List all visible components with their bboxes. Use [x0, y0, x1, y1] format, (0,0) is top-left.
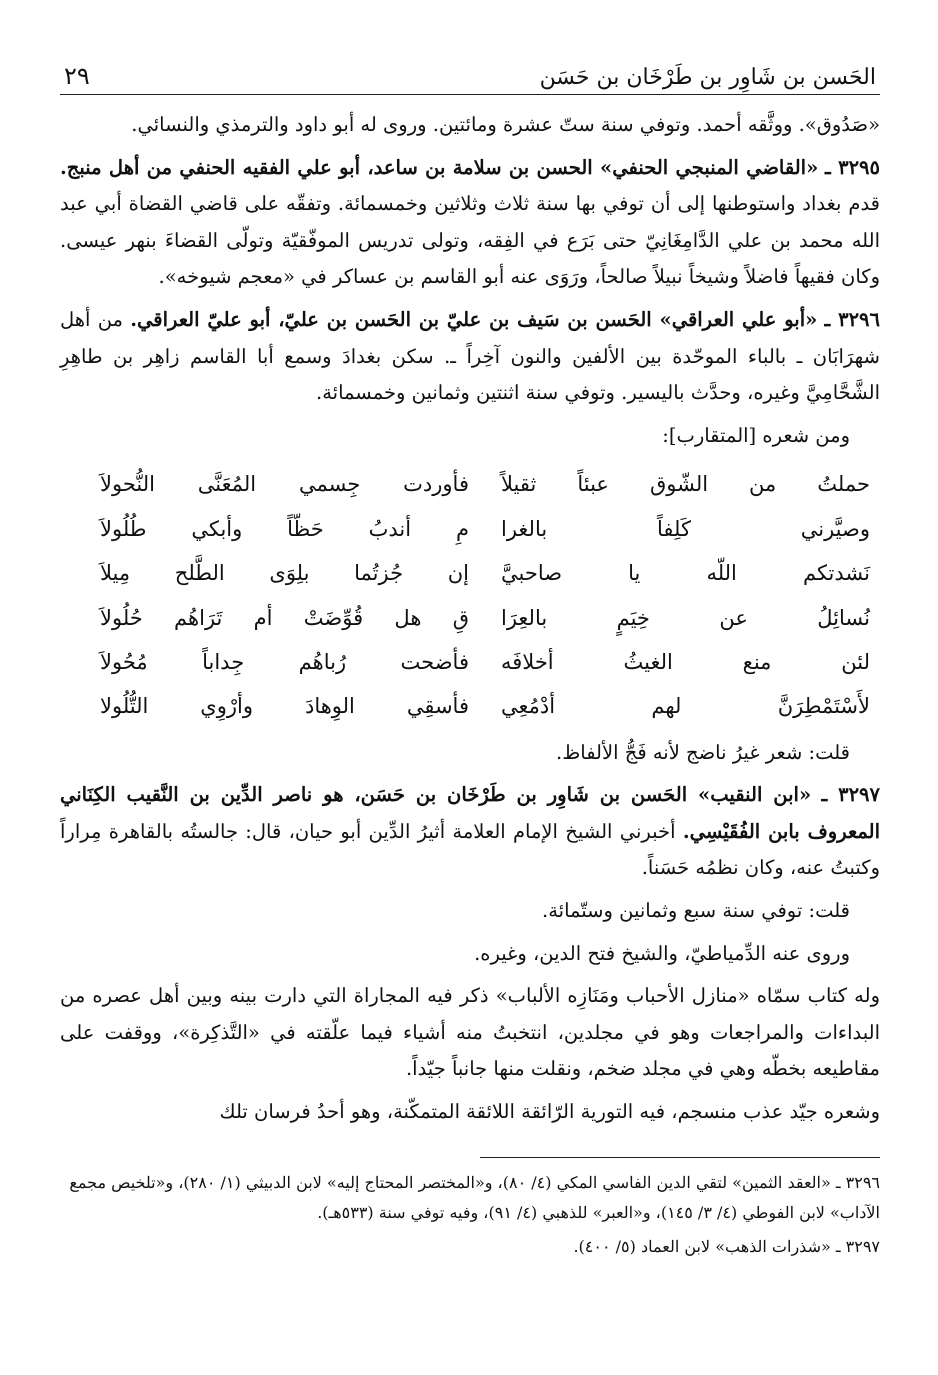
verse-second-hemistich: فأسقِي الوِهادَ وأرْوِي التُّلُولا: [100, 694, 469, 719]
verse-first-hemistich: حملتُ من الشّوق عبئاً ثقيلاً: [501, 472, 870, 497]
author-remark: قلت: شعر غيرُ ناضج لأنه فَجُّ الألفاظ.: [556, 740, 850, 764]
entry-3296: [60, 302, 880, 412]
entry-number: ٣٢٩٥ ـ: [825, 155, 880, 179]
poem-verse: [60, 551, 880, 595]
running-title: الحَسن بن شَاوِر بن طَرْخَان بن حَسَن: [539, 65, 876, 90]
footnotes: [60, 1168, 880, 1262]
poetry-paragraph: وشعره جيّد عذب منسجم، فيه التورية الرّائقة اللائقة المتمكّنة، وهو أحدُ فرسان تلك: [219, 1100, 880, 1124]
footnote: ٣٢٩٦ ـ «العقد الثمين» لتقي الدين الفاسي المكي (٤/ ٨٠)، و«المختصر المحتاج إليه» لابن الدبيثي (١/ ٢٨٠)، و«تلخيص مجمع الآداب» لابن الفوطي (٤/ ٣/ ١٤٥)، و«العبر» للذهبي (٤/ ٩١)، وفيه توفي سنة (٥٣٣هـ).: [69, 1172, 880, 1222]
verse-first-hemistich: وصيَّرني كَلِفاً بالغرا: [501, 516, 870, 541]
narrators-paragraph: وروى عنه الدِّمياطيّ، والشيخ فتح الدين، وغيره.: [474, 941, 850, 965]
verse-first-hemistich: نُسائِلُ عن خِيَمٍ بالعِرَا: [501, 605, 870, 630]
entry-heading: «القاضي المنبجي الحنفي» الحسن بن سلامة بن ساعد، أبو علي الفقيه الحنفي من أهل منبج.: [60, 155, 819, 179]
verse-second-hemistich: قِ هل قُوِّضَتْ أم تَرَاهُم حُلُولاَ: [100, 605, 469, 630]
entry-text: من أهل شهرَابَان ـ بالباء الموحّدة بين الألفين والنون آخِراً ـ. سكن بغدادَ وسمع أبا القاسم زاهِر بن طاهِرِ الشَّحَّامِيَّ وغيره، وحدَّث باليسير. وتوفي سنة اثنتين وثمانين وخمسمائة.: [60, 307, 880, 405]
poem-intro: ومن شعره [المتقارب]:: [662, 423, 850, 447]
poem-verse: [60, 507, 880, 551]
verse-second-hemistich: فأوردت جِسمي المُعَنَّى النُّحولاَ: [100, 472, 469, 497]
verse-first-hemistich: نَشدتكم اللّه يا صاحبيَّ: [501, 561, 870, 586]
verse-second-hemistich: إن جُزتُما بلِوَى الطَّلح مِيلاَ: [100, 561, 469, 586]
footnote-separator: [480, 1157, 880, 1158]
poem-verse: [60, 640, 880, 684]
poem-verse: [60, 462, 880, 506]
poem-verse: [60, 684, 880, 728]
main-text: [60, 107, 880, 1131]
entry-number: ٣٢٩٦ ـ: [824, 307, 880, 331]
poem: [60, 462, 880, 728]
verse-second-hemistich: فأضحت رُباهُم جِداباً مُحُولاَ: [100, 649, 469, 674]
verse-second-hemistich: مِ أندبُ حَظّاً وأبكي طُلُولاَ: [100, 516, 469, 541]
continued-paragraph: «صَدُوق». ووثَّقه أحمد. وتوفي سنة ستّ عشرة ومائتين. وروى له أبو داود والترمذي والنسائي.: [131, 113, 880, 136]
running-header: [60, 50, 880, 95]
poem-verse: [60, 596, 880, 640]
entry-heading: «أبو علي العراقي» الحَسن بن سَيف بن عليّ بن الحَسن بن عليّ، أبو عليّ العراقي.: [130, 307, 818, 331]
author-remark: قلت: توفي سنة سبع وثمانين وستّمائة.: [542, 899, 850, 923]
book-paragraph: وله كتاب سمّاه «منازل الأحباب ومَنَازِه الألباب» ذكر فيه المجاراة التي دارت بينه وبين أهل عصره من البداءات والمراجعات وهو في مجلدين، انتخبتُ منه أشياء فيما علّقته في «التَّذكِرة»، ووقفت على مقاطيعه بخطّه وهي في مجلد ضخم، ونقلت منها جانباً جيّداً.: [60, 984, 880, 1081]
entry-number: ٣٢٩٧ ـ: [821, 783, 880, 807]
entry-heading: «ابن النقيب» الحَسن بن شَاوِر بن طَرْخَان بن حَسَن، هو ناصر الدِّين بن النَّقيب الكِنَاني المعروف بابن الفُقَيْسِي.: [60, 783, 881, 843]
footnote: ٣٢٩٧ ـ «شذرات الذهب» لابن العماد (٥/ ٤٠٠).: [573, 1236, 880, 1256]
entry-3295: [60, 150, 880, 296]
verse-first-hemistich: لأَسْتَمْطِرَنَّ لهم أدْمُعِي: [501, 694, 870, 719]
verse-first-hemistich: لئن منع الغيثُ أخلافَه: [501, 649, 870, 674]
entry-3297: [60, 777, 880, 887]
entry-text: قدم بغداد واستوطنها إلى أن توفي بها سنة ثلاث وثلاثين وخمسمائة. وتفقّه على قاضي القضاة أبي عبد الله محمد بن علي الدَّامِغَانِيّ حتى بَرَع في الفِقه، وتولى تدريس الموفّقيّة وتولّى القضاءَ بنهر عيسى. وكان فقيهاً فاضلاً وشيخاً نبيلاً صالحاً، ورَوَى عنه أبو القاسم بن عساكر في «معجم شيوخه».: [60, 192, 880, 289]
entry-text: أخبرني الشيخ الإمام العلامة أثيرُ الدِّين أبو حيان، قال: جالستُه بالقاهرة مِراراً وكتبتُ عنه، وكان نظمُه حَسَناً.: [60, 819, 880, 880]
page-number: ٢٩: [64, 62, 90, 90]
